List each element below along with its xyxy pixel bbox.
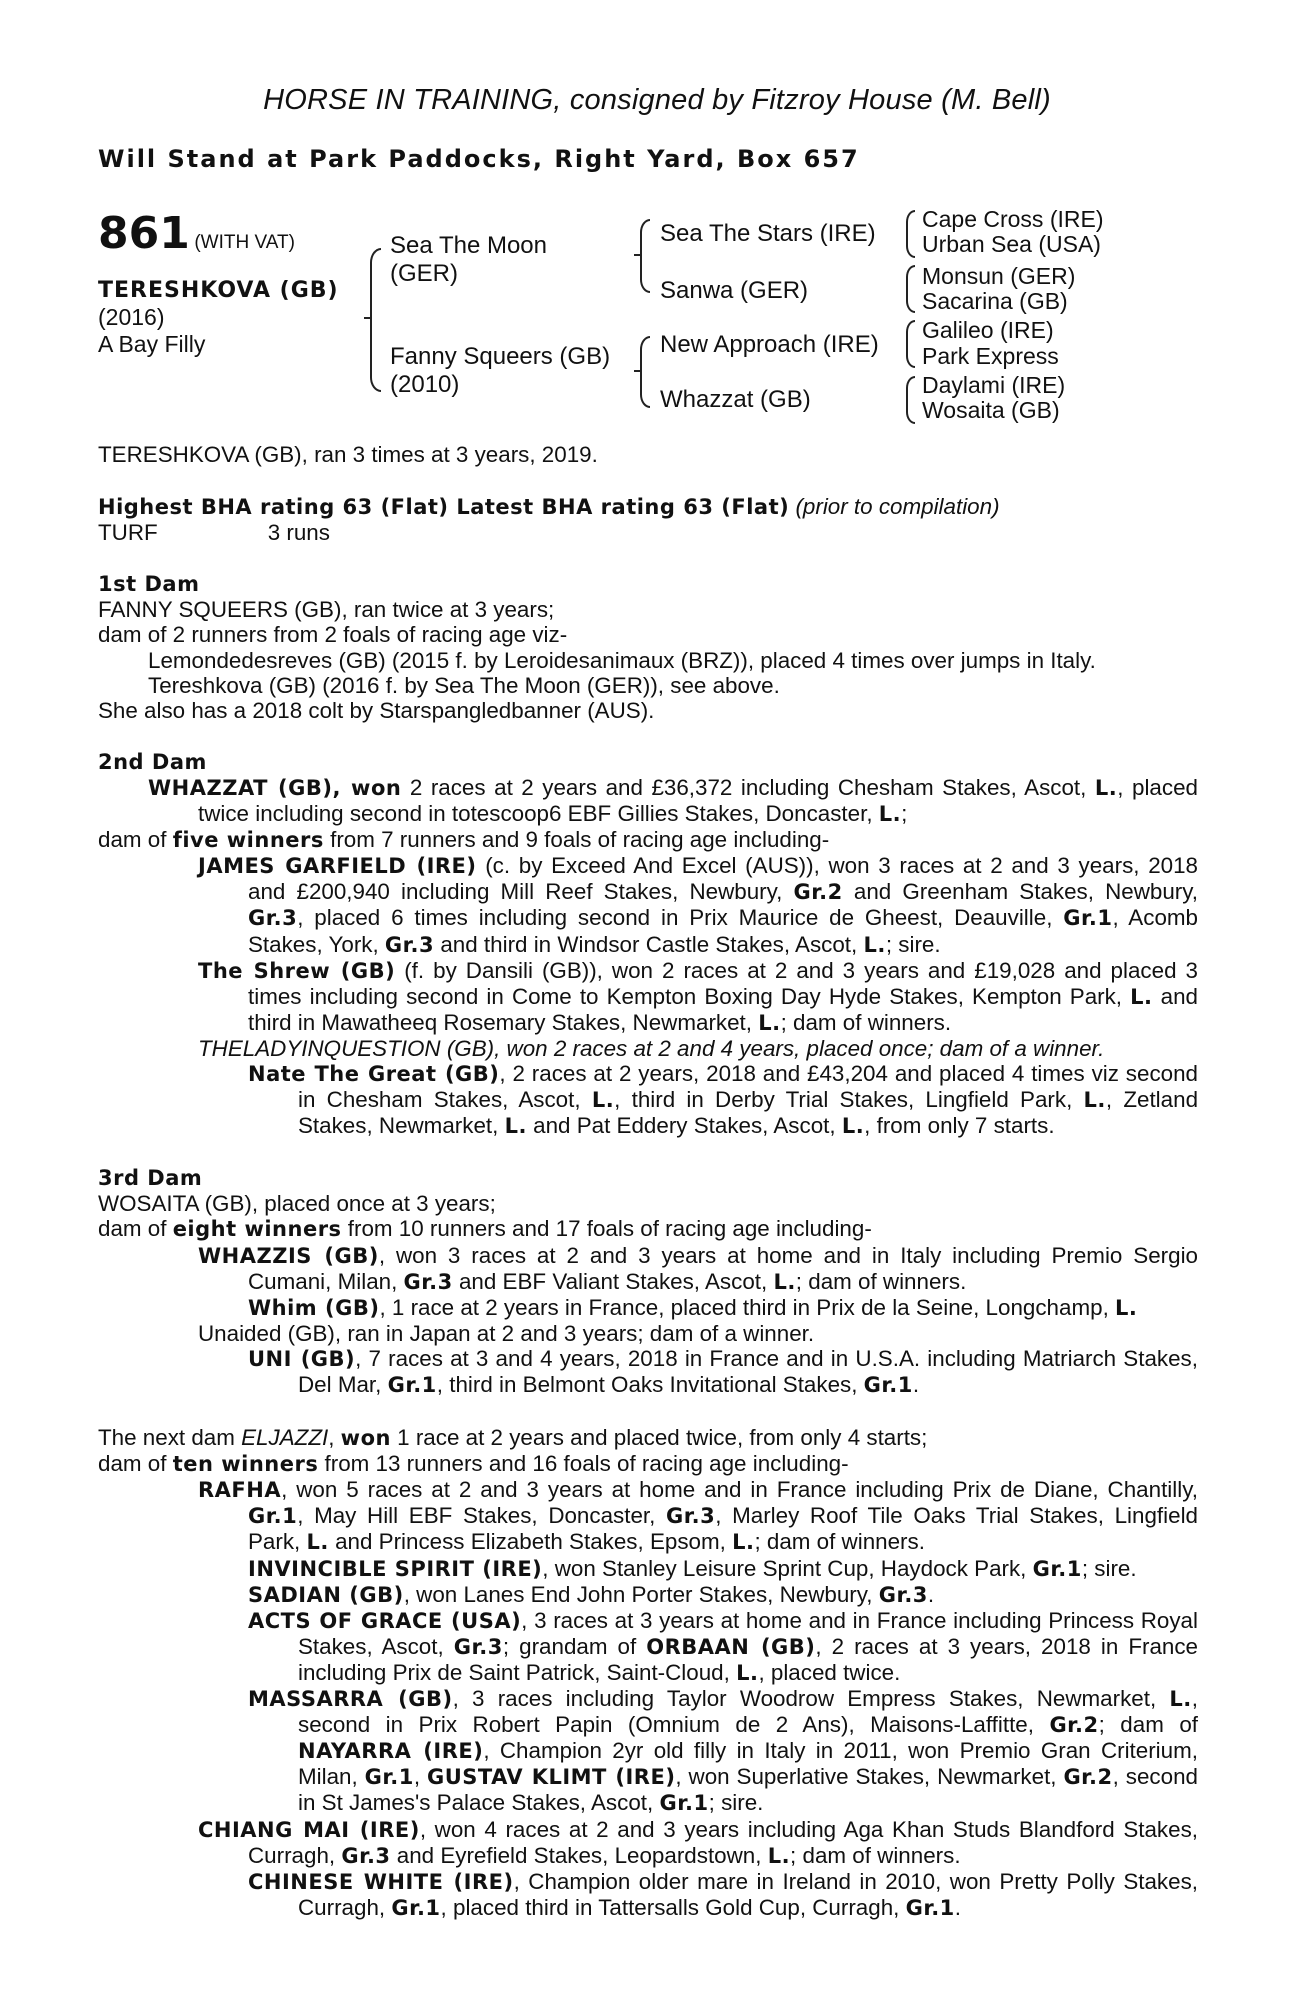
ds-dam: Park Express (922, 343, 1059, 369)
sire-origin: (GER) (390, 260, 458, 287)
progeny-sadian: SADIAN (GB), won Lanes End John Porter Stakes, Newbury, Gr.3. (248, 1581, 935, 1607)
progeny-unaided: Unaided (GB), ran in Japan at 2 and 3 years; dam of a winner. (198, 1320, 815, 1346)
progeny-acts-of-grace: ACTS OF GRACE (USA), 3 races at 3 years at home and in France including Princess Royal Stakes, Ascot, Gr.3; grandam of ORBAAN (GB), 2 races at 3 years, 2018 in France including Prix de Saint Patrick, Saint-Cloud, L., placed twice. (248, 1607, 1199, 1685)
gen3-brace-1 (906, 210, 915, 258)
lot-number-line (98, 208, 295, 259)
progeny-tereshkova: Tereshkova (GB) (2016 f. by Sea The Moon (GER)), see above. (148, 672, 780, 698)
race-summary: TERESHKOVA (GB), ran 3 times at 3 years, 2019. (98, 442, 598, 467)
third-dam-heading: 3rd Dam (98, 1166, 203, 1191)
dam-side-brace-point (634, 370, 640, 372)
dam-dam: Whazzat (GB) (660, 386, 811, 413)
progeny-massarra: MASSARRA (GB), 3 races including Taylor Woodrow Empress Stakes, Newmarket, L., second in Prix Robert Papin (Omnium de 2 Ans), Maisons-Laffitte, Gr.2; dam of NAYARRA (IRE), Champion 2yr old filly in Italy in 2011, won Premio Gran Criterium, Milan, Gr.1, GUSTAV KLIMT (IRE), won Superlative Stakes, Newmarket, Gr.2, second in St James's Palace Stakes, Ascot, Gr.1; sire. (248, 1686, 1198, 1816)
rating-line (98, 494, 1198, 520)
progeny-whazzis: WHAZZIS (GB), won 3 races at 2 and 3 years at home and in Italy including Premio Sergio Cumani, Milan, Gr.3 and EBF Valiant Stakes, Ascot, L.; dam of winners. (198, 1242, 1199, 1294)
sd-sire: Monsun (GER) (922, 263, 1076, 289)
progeny-invincible-spirit: INVINCIBLE SPIRIT (IRE), won Stanley Leisure Sprint Cup, Haydock Park, Gr.1; sire. (248, 1555, 1137, 1581)
sd-dam: Sacarina (GB) (922, 288, 1068, 314)
second-dam-heading: 2nd Dam (98, 749, 207, 774)
sire-dam-brace-point (364, 317, 370, 319)
third-dam-produce: dam of eight winners from 10 runners and 17 foals of racing age including- (98, 1216, 872, 1242)
sire-dam: Sanwa (GER) (660, 277, 809, 304)
progeny-whim: Whim (GB), 1 race at 2 years in France, placed third in Prix de la Seine, Longchamp, L. (248, 1294, 1138, 1320)
ds-sire: Galileo (IRE) (922, 317, 1054, 343)
stand-location: Will Stand at Park Paddocks, Right Yard, Box 657 (98, 145, 860, 173)
progeny-nate-the-great: Nate The Great (GB), 2 races at 2 years, 2018 and £43,204 and placed 4 times viz second in Chesham Stakes, Ascot, L., third in Derby Trial Stakes, Lingfield Park, L., Zetland Stakes, Newmarket, L. and Pat Eddery Stakes, Ascot, L., from only 7 starts. (248, 1060, 1199, 1139)
rating-text: Highest BHA rating 63 (Flat) Latest BHA rating 63 (Flat) (98, 495, 790, 520)
gen3-brace-3 (906, 320, 915, 368)
dd-sire: Daylami (IRE) (922, 372, 1066, 398)
dam-name: Fanny Squeers (GB) (390, 343, 611, 370)
progeny-lemondedesreves: Lemondedesreves (GB) (2015 f. by Leroidesanimaux (BRZ)), placed 4 times over jumps in Italy. (148, 647, 1096, 673)
next-dam-line: The next dam ELJAZZI, won 1 race at 2 years and placed twice, from only 4 starts; (98, 1425, 928, 1451)
progeny-rafha: RAFHA, won 5 races at 2 and 3 years at home and in France including Prix de Diane, Chantilly, Gr.1, May Hill EBF Stakes, Doncaster, Gr.3, Marley Roof Tile Oaks Trial Stakes, Lingfield Park, L. and Princess Elizabeth Stakes, Epsom, L.; dam of winners. (198, 1477, 1198, 1555)
second-dam-record: WHAZZAT (GB), won 2 races at 2 years and £36,372 including Chesham Stakes, Ascot, L., placed twice including second in totescoop6 EBF Gillies Stakes, Doncaster, L.; (148, 774, 1198, 827)
progeny-james-garfield: JAMES GARFIELD (IRE) (c. by Exceed And Excel (AUS)), won 3 races at 2 and 3 years, 2018 and £200,940 including Mill Reef Stakes, Newbury, Gr.2 and Greenham Stakes, Newbury, Gr.3, placed 6 times including second in Prix Maurice de Gheest, Deauville, Gr.1, Acomb Stakes, York, Gr.3 and third in Windsor Castle Stakes, Ascot, L.; sire. (198, 853, 1199, 957)
gen3-brace-2 (906, 265, 915, 313)
gen3-brace-4 (906, 376, 915, 424)
first-dam-produce: dam of 2 runners from 2 foals of racing age viz- (98, 622, 568, 648)
dd-dam: Wosaita (GB) (922, 397, 1060, 423)
second-dam-produce: dam of five winners from 7 runners and 9 foals of racing age including- (98, 827, 830, 853)
surface-label: TURF (98, 520, 158, 546)
horse-description: A Bay Filly (98, 331, 206, 357)
sire-dam-brace (370, 248, 381, 392)
rating-note: (prior to compilation) (795, 494, 1000, 520)
page-header: HORSE IN TRAINING, consigned by Fitzroy House (M. Bell) (263, 84, 1051, 116)
sire-name: Sea The Moon (390, 232, 547, 259)
dam-year: (2010) (390, 371, 460, 398)
horse-name: TERESHKOVA (GB) (98, 278, 339, 303)
first-dam-line: FANNY SQUEERS (GB), ran twice at 3 years; (98, 597, 555, 623)
first-dam-heading: 1st Dam (98, 572, 200, 597)
ss-sire: Cape Cross (IRE) (922, 206, 1104, 232)
dam-side-brace (640, 336, 650, 408)
progeny-chiang-mai: CHIANG MAI (IRE), won 4 races at 2 and 3 years including Aga Khan Studs Blandford Stakes, Curragh, Gr.3 and Eyrefield Stakes, Leopardstown, L.; dam of winners. (198, 1816, 1198, 1868)
progeny-uni: UNI (GB), 7 races at 3 and 4 years, 2018 in France and in U.S.A. including Matriarch Stakes, Del Mar, Gr.1, third in Belmont Oaks Invitational Stakes, Gr.1. (248, 1345, 1198, 1397)
ss-dam: Urban Sea (USA) (922, 231, 1101, 257)
progeny-theladyinquestion: THELADYINQUESTION (GB), won 2 races at 2 and 4 years, placed once; dam of a winner. (198, 1035, 1105, 1061)
lot-number: 861 (98, 208, 190, 259)
horse-year: (2016) (98, 304, 165, 330)
surface-runs: 3 runs (267, 520, 330, 546)
progeny-the-shrew: The Shrew (GB) (f. by Dansili (GB)), won 2 races at 2 and 3 years and £19,028 and placed 3 times including second in Come to Kempton Boxing Day Hyde Stakes, Kempton Park, L. and third in Mawatheeq Rosemary Stakes, Newmarket, L.; dam of winners. (198, 957, 1198, 1035)
progeny-chinese-white: CHINESE WHITE (IRE), Champion older mare in Ireland in 2010, won Pretty Polly Stakes, Curragh, Gr.1, placed third in Tattersalls Gold Cup, Curragh, Gr.1. (248, 1868, 1198, 1920)
third-dam-line: WOSAITA (GB), placed once at 3 years; (98, 1191, 496, 1217)
sire-side-brace-point (634, 254, 640, 256)
surface-line (98, 520, 1198, 545)
catalogue-body (98, 442, 1198, 1921)
sire-side-brace (640, 219, 650, 293)
dam-sire: New Approach (IRE) (660, 331, 879, 358)
vat-label: (WITH VAT) (194, 232, 295, 253)
first-dam-note: She also has a 2018 colt by Starspangledbanner (AUS). (98, 697, 655, 723)
next-dam-produce: dam of ten winners from 13 runners and 16 foals of racing age including- (98, 1451, 849, 1477)
sire-sire: Sea The Stars (IRE) (660, 220, 876, 247)
